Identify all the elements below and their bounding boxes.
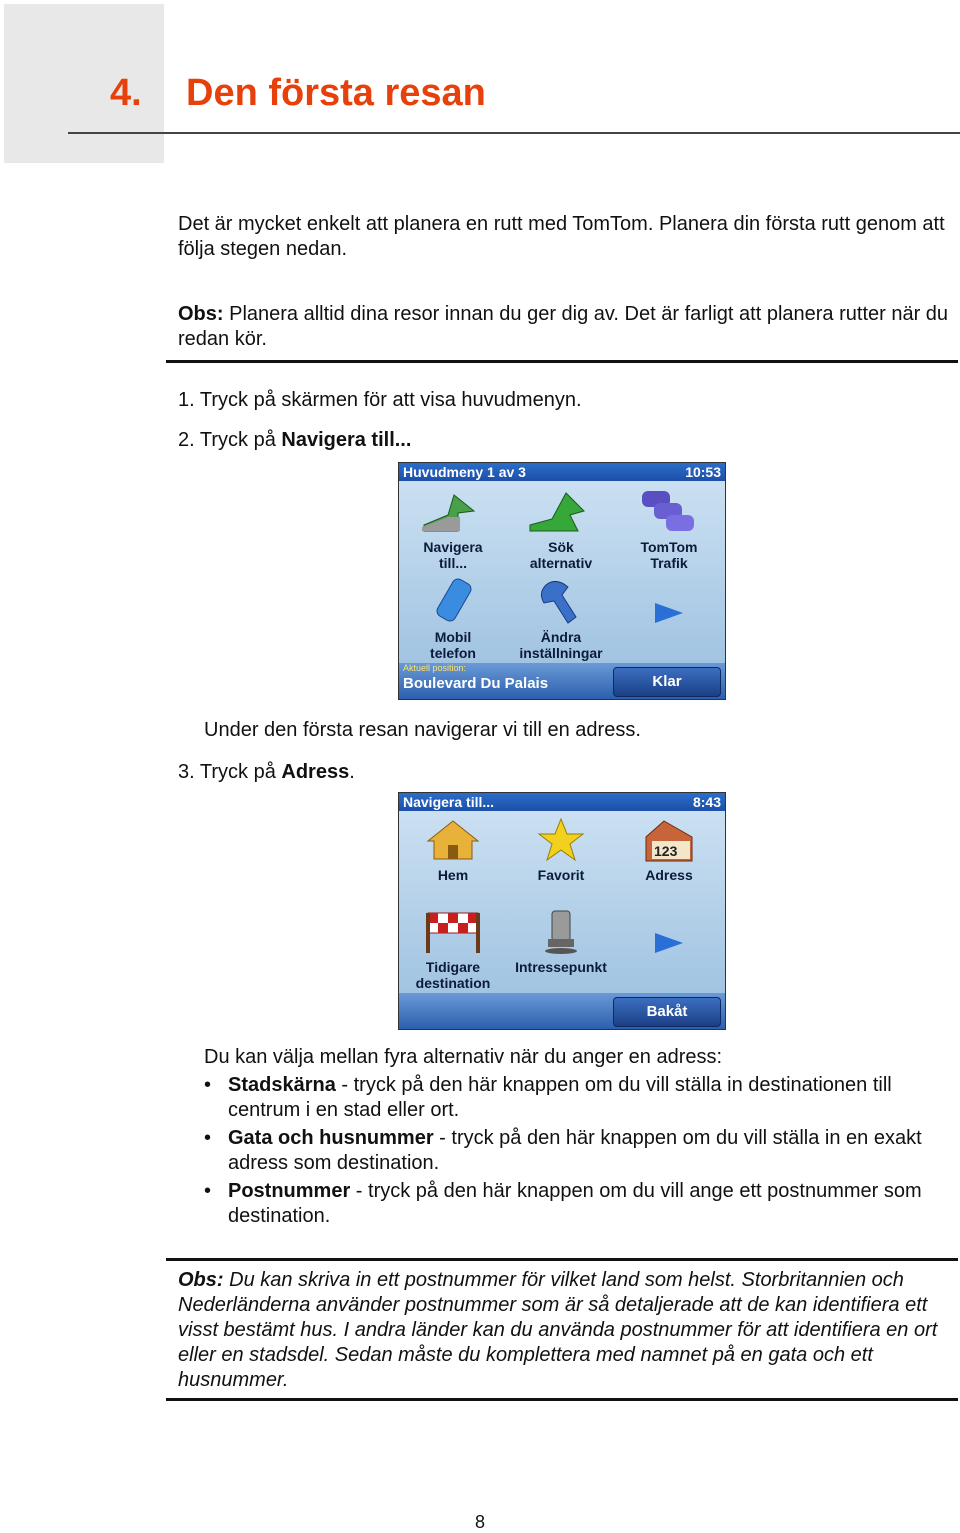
option-street-number: • Gata och husnummer - tryck på den här knappen om du vill ställa in en exakt adress som destination.	[204, 1127, 922, 1174]
step-3-bold: Adress	[281, 761, 350, 783]
tile-point-of-interest[interactable]: Intressepunkt	[507, 905, 615, 975]
tile-navigate[interactable]: Navigera till...	[399, 485, 507, 571]
mobile-phone-icon	[418, 575, 488, 625]
bullet: •	[204, 1180, 212, 1202]
done-button[interactable]: Klar	[613, 667, 721, 697]
caption-first-trip: Under den första resan navigerar vi till en adress.	[204, 719, 641, 741]
note-safety	[178, 302, 958, 352]
note-label: Obs:	[178, 1269, 224, 1291]
header-divider	[68, 132, 960, 134]
bullet: •	[204, 1074, 212, 1096]
address-house-icon	[634, 817, 704, 863]
note-top-divider	[166, 1258, 958, 1261]
tile-find-alternative[interactable]: Sök alternativ	[507, 485, 615, 571]
option-city-centre: • Stadskärna - tryck på den här knappen om du vill ställa in destinationen till centrum i en stad eller ort.	[204, 1074, 892, 1121]
navigate-icon	[418, 485, 488, 535]
screen-title: Huvudmeny 1 av 3	[403, 464, 526, 480]
tile-change-settings[interactable]: Ändra inställningar	[507, 575, 615, 661]
note-divider	[166, 360, 958, 363]
main-menu-screenshot	[398, 462, 726, 700]
status-bar	[399, 993, 725, 1029]
screen-title: Navigera till...	[403, 794, 495, 810]
navigate-to-screenshot	[398, 792, 726, 1030]
note-postcode	[178, 1268, 958, 1393]
options-intro: Du kan välja mellan fyra alternativ när du anger en adress:	[204, 1046, 723, 1068]
step-2: 2. Tryck på Navigera till...	[178, 429, 412, 451]
svg-text:123: 123	[654, 843, 678, 859]
next-page-arrow-icon[interactable]	[653, 931, 685, 955]
point-of-interest-icon	[526, 905, 596, 955]
next-page-arrow-icon[interactable]	[653, 601, 685, 625]
screen-time: 8:43	[692, 794, 721, 810]
status-bar	[399, 663, 725, 699]
step-1: 1. Tryck på skärmen för att visa huvudmenyn.	[178, 389, 582, 411]
home-icon	[418, 817, 488, 863]
note-text: Du kan skriva in ett postnummer för vilket land som helst. Storbritannien och Nederländerna använder postnummer som är så detaljerade att de kan identifiera ett visst bestämt hus. I andra länder kan du använda postnummer för att identifiera en ort eller en stadsdel. Sedan måste du komplettera med namnet på en gata och ett husnummer.	[178, 1269, 938, 1391]
page-number: 8	[474, 1512, 485, 1532]
find-alternative-icon	[526, 485, 596, 535]
tile-mobile-phone[interactable]: Mobil telefon	[399, 575, 507, 661]
option-postcode: • Postnummer - tryck på den här knappen om du vill ange ett postnummer som destination.	[204, 1180, 922, 1227]
settings-wrench-icon	[526, 575, 596, 625]
intro-paragraph: Det är mycket enkelt att planera en rutt med TomTom. Planera din första rutt genom att följa stegen nedan.	[178, 213, 945, 260]
note-text: Planera alltid dina resor innan du ger dig av. Det är farligt att planera rutter när du redan kör.	[178, 303, 949, 350]
note-bottom-divider	[166, 1398, 958, 1401]
screen-header	[399, 793, 725, 811]
chapter-number: 4.	[110, 72, 142, 114]
tile-address[interactable]: 123 Adress	[615, 817, 723, 883]
favorite-star-icon	[526, 817, 596, 863]
step-2-bold: Navigera till...	[281, 429, 412, 451]
screen-time: 10:53	[685, 464, 721, 480]
tile-traffic[interactable]: TomTom Trafik	[615, 485, 723, 571]
chapter-title: Den första resan	[186, 72, 486, 114]
step-3: 3. Tryck på Adress.	[178, 761, 355, 783]
traffic-cars-icon	[634, 485, 704, 535]
tile-favorite[interactable]: Favorit	[507, 817, 615, 883]
tile-recent-destination[interactable]: Tidigare destination	[399, 905, 507, 991]
note-label: Obs:	[178, 303, 224, 325]
bullet: •	[204, 1127, 212, 1149]
current-position-value: Boulevard Du Palais	[403, 675, 549, 692]
screen-header	[399, 463, 725, 481]
recent-destination-icon	[418, 905, 488, 955]
back-button[interactable]: Bakåt	[613, 997, 721, 1027]
current-position-label: Aktuell position:	[403, 663, 467, 673]
tile-home[interactable]: Hem	[399, 817, 507, 883]
